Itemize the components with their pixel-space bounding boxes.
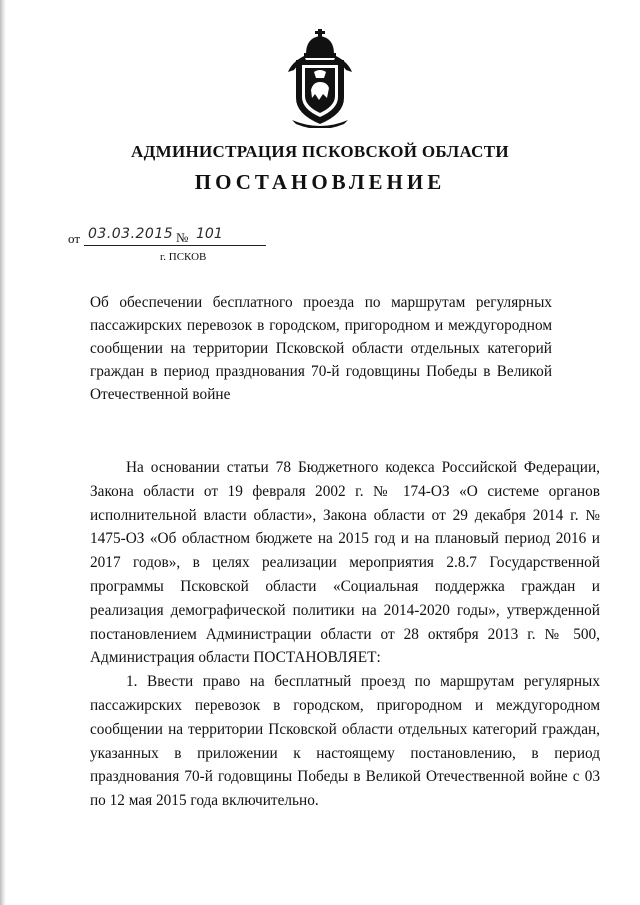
handwritten-number: 101 [196, 226, 223, 242]
registration-line [68, 226, 268, 246]
organization-title: АДМИНИСТРАЦИЯ ПСКОВСКОЙ ОБЛАСТИ [131, 142, 509, 161]
document-type: ПОСТАНОВЛЕНИЕ [194, 170, 446, 194]
preamble-paragraph: На основании статьи 78 Бюджетного кодекса Российской Федерации, Закона области от 19 февраля 2002 г. № 174-ОЗ «О системе органов исполнительной власти области», Закона области от 29 декабря 2014 г. № 1475-ОЗ «Об областном бюджете на 2015 год и на плановый период 2016 и 2017 годов», в целях реализации мероприятия 2.8.7 Государственной программы Псковской области «Социальная поддержка граждан и реализация демографической политики на 2014-2020 годы», утвержденной постановлением Администрации области от 28 октября 2013 г. № 500, Администрация области ПОСТАНОВЛЯЕТ: [90, 459, 600, 667]
date-prefix: от [68, 231, 81, 246]
city-label: г. ПСКОВ [160, 251, 207, 263]
scan-edge [0, 0, 6, 905]
registration-underline [84, 245, 266, 246]
pskov-coat-of-arms-icon [282, 28, 358, 128]
document-subject: Об обеспечении бесплатного проезда по маршрутам регулярных пассажирских перевозок в городском, пригородном и междугородном сообщении на территории Псковской области отдельных категорий граждан в период празднования 70-й годовщины Победы в Великой Отечественной войне [90, 294, 552, 403]
point-1-paragraph: 1. Ввести право на бесплатный проезд по маршрутам регулярных пассажирских перевозок в городском, пригородном и междугородном сообщении на территории Псковской области отдельных категорий граждан, указанных в приложении к настоящему постановлению, в период празднования 70-й годовщины Победы в Великой Отечественной войне с 03 по 12 мая 2015 года включительно. [90, 673, 600, 810]
handwritten-date: 03.03.2015 [88, 226, 174, 242]
number-sign: № [176, 230, 189, 245]
document-body [90, 456, 600, 813]
